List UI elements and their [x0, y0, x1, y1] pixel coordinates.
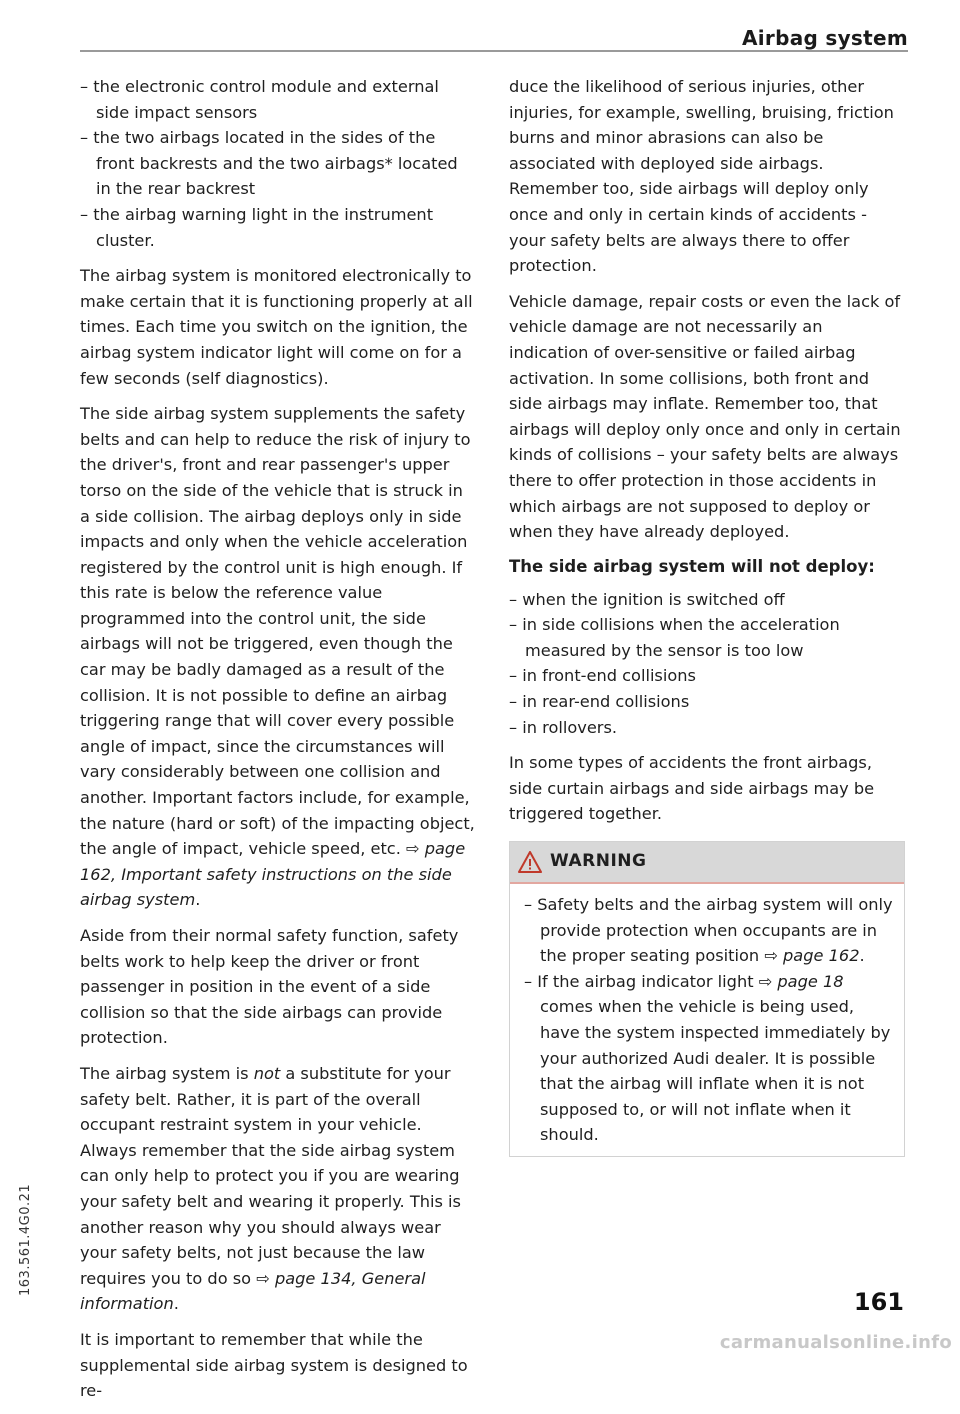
- emphasis-text: not: [253, 1063, 281, 1083]
- page-reference-link[interactable]: ⇨ page 18: [758, 971, 844, 991]
- paragraph-end: .: [173, 1294, 179, 1314]
- page-reference-link[interactable]: ⇨ page 162: [764, 946, 860, 966]
- paragraph-end: .: [195, 890, 201, 910]
- page-number: 161: [853, 1288, 904, 1316]
- paragraph-injuries: duce the likelihood of serious injuries, other injuries, for example, swelling, bruising, friction burns and minor abrasions can also be associated with deployed side airbags. Remember too, side airbags will deploy only once and only in certain kinds of accidents - your safety belts are always there to offer protection.: [509, 77, 894, 276]
- not-deploy-list: [509, 587, 905, 741]
- page-reference-link[interactable]: ⇨ page 162, Important safety instructions on the side airbag system: [80, 839, 466, 910]
- paragraph-vehicle-damage: Vehicle damage, repair costs or even the lack of vehicle damage are not necessarily an indication of over-sensitive or failed airbag activation. In some collisions, both front and side airbags may inflate. Remember too, that airbags will deploy only once and only in certain kinds of collisions – your safety belts are always there to offer protection in those accidents in which airbags are not supposed to deploy or when they have already deployed.: [509, 291, 901, 542]
- paragraph-monitoring: The airbag system is monitored electronically to make certain that it is functioning properly at all times. Each time you switch on the ignition, the airbag system indicator light will come on for a few seconds (self diagnostics).: [80, 266, 473, 388]
- paragraph-safety-belts: Aside from their normal safety function, safety belts work to help keep the driver or front passenger in position in the event of a side collision so that the side airbags can provide protection.: [80, 926, 459, 1048]
- list-item: – in rear-end collisions: [509, 689, 905, 715]
- warning-item: [524, 969, 894, 1148]
- page-reference-link[interactable]: ⇨ page 134, General information: [80, 1268, 426, 1314]
- warning-triangle-icon: [518, 851, 542, 873]
- warning-item: [524, 892, 894, 969]
- warning-title: WARNING: [550, 851, 647, 872]
- paragraph-text: The side airbag system supplements the safety belts and can help to reduce the risk of injury to the driver's, front and rear passenger's upper torso on the side of the vehicle that is struck in a side collision. The airbag deploys only in side impacts and only when the vehicle acceleration registered by the control unit is high enough. If this rate is below the reference value programmed into the control unit, the side airbags will not be triggered, even though the car may be badly damaged as a result of the collision. It is not possible to define an airbag triggering range that will cover every possible angle of impact, since the circumstances will vary considerably between one collision and another. Important factors include, for example, the nature (hard or soft) of the impacting object, the angle of impact, vehicle speed, etc.: [80, 404, 475, 859]
- paragraph-text: a substitute for your safety belt. Rather, it is part of the overall occupant restraint system in your vehicle. Always remember that the side airbag system can only help to protect you if you are wearing your safety belt and wearing it properly. This is another reason why you should always wear your safety belts, not just because the law requires you to do so: [80, 1063, 461, 1288]
- paragraph-triggered-together: In some types of accidents the front airbags, side curtain airbags and side airbags may be triggered together.: [509, 753, 875, 824]
- warning-text: comes when the vehicle is being used, have the system inspected immediately by your authorized Audi dealer. It is possible that the airbag will inflate when it is not supposed to, or will not inflate when it should.: [540, 997, 891, 1145]
- system-components-list: [80, 74, 476, 253]
- list-item: – in rollovers.: [509, 715, 905, 741]
- warning-text: Safety belts and the airbag system will only provide protection when occupants are in the proper seating position: [537, 895, 893, 966]
- warning-list: [524, 892, 894, 1148]
- document-code: 163.561.4G0.21: [18, 1183, 33, 1296]
- list-item: – the two airbags located in the sides of the front backrests and the two airbags* located in the rear backrest: [80, 125, 476, 202]
- list-item: – the airbag warning light in the instrument cluster.: [80, 202, 476, 253]
- warning-box: [509, 841, 905, 1157]
- list-item: – the electronic control module and external side impact sensors: [80, 74, 476, 125]
- paragraph-side-airbag: [80, 401, 476, 913]
- right-column: [509, 74, 905, 1157]
- warning-text-end: .: [859, 946, 865, 966]
- section-title: Airbag system: [742, 26, 908, 50]
- left-column: [80, 74, 476, 1414]
- list-item: – in front-end collisions: [509, 663, 905, 689]
- list-item: – in side collisions when the acceleration measured by the sensor is too low: [509, 612, 905, 663]
- paragraph-continued: It is important to remember that while the supplemental side airbag system is designed to re-: [80, 1329, 468, 1401]
- warning-header: [510, 842, 904, 884]
- header-rule: [80, 50, 908, 52]
- paragraph-text: The airbag system is: [80, 1063, 254, 1083]
- list-item: – when the ignition is switched off: [509, 587, 905, 613]
- paragraph-not-substitute: [80, 1061, 476, 1317]
- warning-text: If the airbag indicator light: [537, 971, 759, 991]
- subheading-not-deploy: The side airbag system will not deploy:: [509, 556, 875, 576]
- warning-body: [510, 884, 904, 1156]
- watermark: carmanualsonline.info: [719, 1332, 952, 1353]
